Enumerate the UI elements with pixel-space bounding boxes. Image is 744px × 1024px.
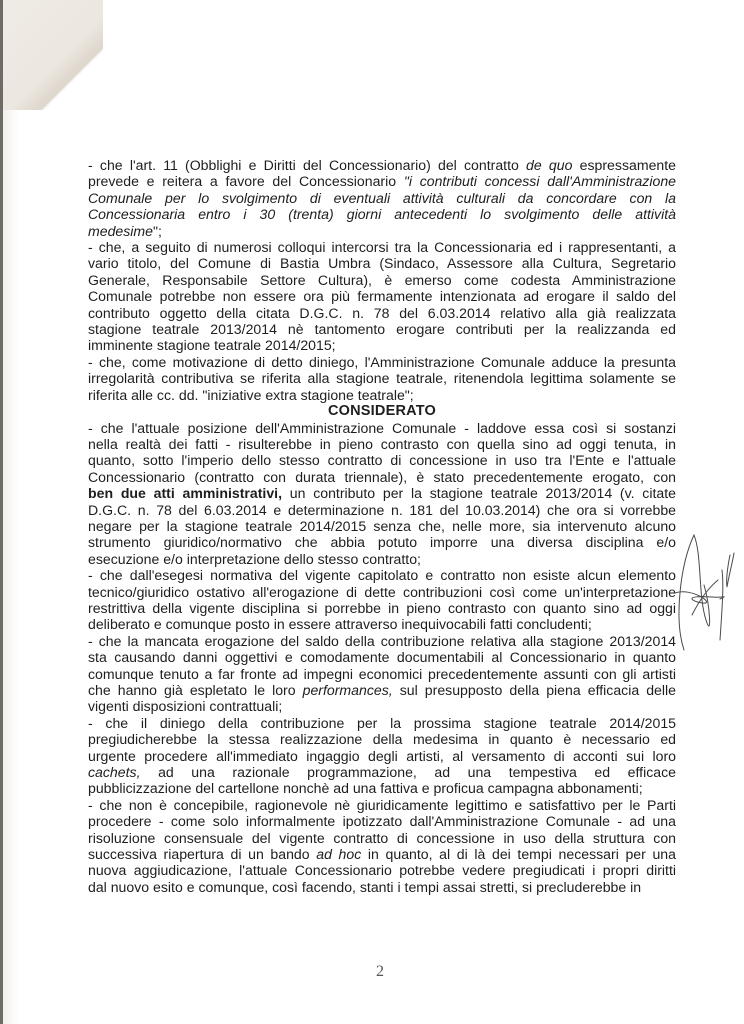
- text-run: successiva riapertura di un bando: [88, 846, 317, 863]
- text-line: [88, 321, 676, 337]
- text-run: espressamente: [572, 157, 676, 173]
- text-run: risoluzione consensuale del vigente contratto di concessione in uso della struttura con: [88, 829, 676, 846]
- text-line: [88, 288, 676, 304]
- text-run: ";: [153, 222, 162, 239]
- text-run: sul presupposto della piena efficacia delle: [392, 682, 676, 698]
- italic-text: performances,: [302, 682, 393, 698]
- text-line: [88, 780, 676, 796]
- text-line: [88, 206, 676, 222]
- text-run: - che, come motivazione di detto diniego, l'Amministrazione Comunale adduce la presunta: [88, 353, 676, 370]
- italic-text: Concessionaria entro i 30 (trenta) giorni antecedenti lo svolgimento delle attività: [88, 206, 676, 223]
- text-line: [88, 830, 676, 846]
- text-line: [88, 797, 676, 813]
- text-run: prevede e reitera a favore del Concessionario: [88, 173, 404, 190]
- text-line: [88, 813, 676, 829]
- italic-text: medesime: [88, 222, 154, 239]
- text-run: Comunale potrebbe non essere ora più fermamente intenzionata ad erogare il saldo del: [88, 288, 676, 305]
- paragraph-art11: [88, 157, 676, 239]
- text-run: procedere - come solo informalmente ipotizzato dall'Amministrazione Comunale - ad una: [88, 813, 676, 830]
- text-run: negare per la stagione teatrale 2014/2015 senza che, nelle more, sia intervenuto alcuno: [88, 517, 676, 534]
- text-run: comunque tenuto a far fronte ad impegni economici precedentemente assunti con gli artisti: [88, 665, 676, 682]
- text-line: [88, 862, 676, 878]
- text-line: [88, 682, 676, 698]
- text-line: [88, 567, 676, 583]
- italic-text: ad hoc: [316, 846, 362, 863]
- text-run: quanto, sotto l'imperio dello stesso contratto di concessione in uso tra l'Ente e l'attuale: [88, 452, 676, 469]
- text-run: strumento giuridico/normativo che abbia potuto imporre una diversa disciplina e/o: [88, 534, 676, 551]
- text-run: pregiudicherebbe la stessa realizzazione della medesima in quanto è necessario ed: [88, 731, 676, 748]
- text-run: in quanto, al di là dei tempi necessari per una: [361, 846, 676, 863]
- text-run: - che il diniego della contribuzione per la prossima stagione teatrale 2014/2015: [88, 714, 676, 731]
- text-run: - che l'attuale posizione dell'Amministrazione Comunale - laddove essa così si sostanzi: [88, 419, 676, 436]
- handwritten-signature-icon: [672, 525, 742, 655]
- italic-text: "i contributi concessi dall'Amministrazione: [403, 173, 677, 190]
- text-line: [88, 502, 676, 518]
- text-line: [88, 239, 676, 255]
- text-line: [88, 764, 676, 780]
- text-run: contributo oggetto della citata D.G.C. n. 78 del 6.03.2014 relativo alla già realizzata: [88, 304, 676, 321]
- text-run: pubblicizzazione del cartellone nonchè ad una fattiva e proficua campagna abbonamenti;: [88, 780, 643, 797]
- text-run: vigenti disposizioni contrattuali;: [88, 698, 283, 715]
- text-line: [88, 616, 676, 632]
- text-run: che hanno già espletato le loro: [88, 682, 303, 698]
- italic-text: Comunale per lo svolgimento di eventuali attività culturali da concordare con la: [88, 189, 676, 206]
- text-line: [88, 879, 676, 895]
- text-run: riferita alle cc. dd. "iniziative extra stagione teatrale";: [88, 386, 414, 403]
- paragraph-diniego: [88, 715, 676, 797]
- text-run: deliberato e comunque posto in essere attraverso inequivocabili fatti concludenti;: [88, 616, 592, 633]
- text-line: [88, 534, 676, 550]
- text-run: - che l'art. 11 (Obblighi e Diritti del Concessionario) del contratto: [88, 157, 527, 173]
- text-line: [88, 272, 676, 288]
- text-line: [88, 731, 676, 747]
- text-run: dal nuovo esito e comunque, così facendo, stanti i tempi assai stretti, si precluderebbe in: [88, 878, 642, 895]
- text-line: [88, 846, 676, 862]
- text-line: [88, 337, 676, 353]
- page-number: 2: [376, 963, 384, 980]
- text-run: nuova aggiudicazione, l'attuale Concessionario potrebbe vedere pregiudicati i propri diritti: [88, 862, 676, 879]
- folded-page-corner: [3, 0, 103, 110]
- text-line: [88, 600, 676, 616]
- text-run: nella realtà dei fatti - risulterebbe in pieno contrasto con quella sino ad oggi tenuta, in: [88, 435, 676, 452]
- text-line: [88, 485, 676, 501]
- document-body: [88, 157, 676, 895]
- text-run: - che non è concepibile, ragionevole nè giuridicamente legittimo e satisfattivo per le Parti: [88, 796, 676, 813]
- text-line: [88, 748, 676, 764]
- text-line: [88, 698, 676, 714]
- paragraph-colloqui: [88, 239, 676, 354]
- text-line: [88, 649, 676, 665]
- text-line: [88, 469, 676, 485]
- section-heading: CONSIDERATO: [327, 403, 436, 420]
- text-run: urgente procedere all'immediato ingaggio degli artisti, al versamento di acconti sui loro: [88, 747, 676, 764]
- bold-text: ben due atti amministrativi,: [88, 485, 283, 502]
- text-run: tecnico/giuridico ostativo all'erogazione di dette contribuzioni così come un'interpretazione: [88, 583, 676, 600]
- text-line: [88, 255, 676, 271]
- text-run: ad una razionale programmazione, ad una tempestiva ed efficace: [140, 764, 676, 781]
- text-line: [88, 173, 676, 189]
- paragraph-concepibile: [88, 797, 676, 895]
- paragraph-mancata: [88, 633, 676, 715]
- text-line: [88, 584, 676, 600]
- text-run: Concessionario (contratto con durata triennale), è stato precedentemente erogato, con: [88, 468, 676, 485]
- text-run: irregolarità contributiva se riferita alla stagione teatrale, ritenendola legittima solamente se: [88, 370, 676, 387]
- text-run: un contributo per la stagione teatrale 2013/2014 (v. citate: [282, 485, 676, 502]
- text-line: [88, 190, 676, 206]
- text-run: restrittiva della vigente disciplina si porrebbe in pieno contrasto con quanto sino ad oggi: [88, 599, 676, 616]
- paragraph-motivazione: [88, 354, 676, 403]
- text-run: Generale, Responsabile Settore Cultura), è emerso come codesta Amministrazione: [88, 271, 676, 288]
- text-run: - che la mancata erogazione del saldo della contribuzione relativa alla stagione 2013/2014: [88, 632, 676, 649]
- text-line: [88, 157, 676, 173]
- text-run: - che, a seguito di numerosi colloqui intercorsi tra la Concessionaria ed i rappresentanti, a: [88, 239, 676, 256]
- text-run: sta causando danni oggettivi e comodamente documentabili al Concessionario in quanto: [88, 649, 676, 666]
- text-line: [88, 305, 676, 321]
- paragraph-esegesi: [88, 567, 676, 633]
- text-line: [88, 370, 676, 386]
- italic-text: cachets,: [88, 764, 141, 781]
- text-run: stagione teatrale 2013/2014 nè tantomento erogare contributi per la realizzanda ed: [88, 321, 676, 338]
- text-line: [88, 633, 676, 649]
- text-run: - che dall'esegesi normativa del vigente capitolato e contratto non esiste alcun elemento: [88, 567, 676, 584]
- text-line: [88, 436, 676, 452]
- text-run: esecuzione e/o interpretazione dello stesso contratto;: [88, 550, 421, 567]
- text-line: [88, 715, 676, 731]
- text-line: [88, 354, 676, 370]
- text-line: [88, 551, 676, 567]
- text-line: [88, 223, 676, 239]
- paragraph-posizione: [88, 420, 676, 568]
- scan-edge-shadow: [3, 0, 19, 1024]
- text-run: vario titolo, del Comune di Bastia Umbra (Sindaco, Assessore alla Cultura, Segretario: [88, 255, 676, 272]
- text-line: [88, 666, 676, 682]
- italic-text: de quo: [526, 157, 573, 173]
- text-line: [88, 518, 676, 534]
- text-run: imminente stagione teatrale 2014/2015;: [88, 337, 336, 354]
- text-run: D.G.C. n. 78 del 6.03.2014 e determinazione n. 181 del 10.03.2014) che ora si vorrebbe: [88, 501, 676, 518]
- text-line: [88, 420, 676, 436]
- text-line: [88, 452, 676, 468]
- text-line: [88, 387, 676, 403]
